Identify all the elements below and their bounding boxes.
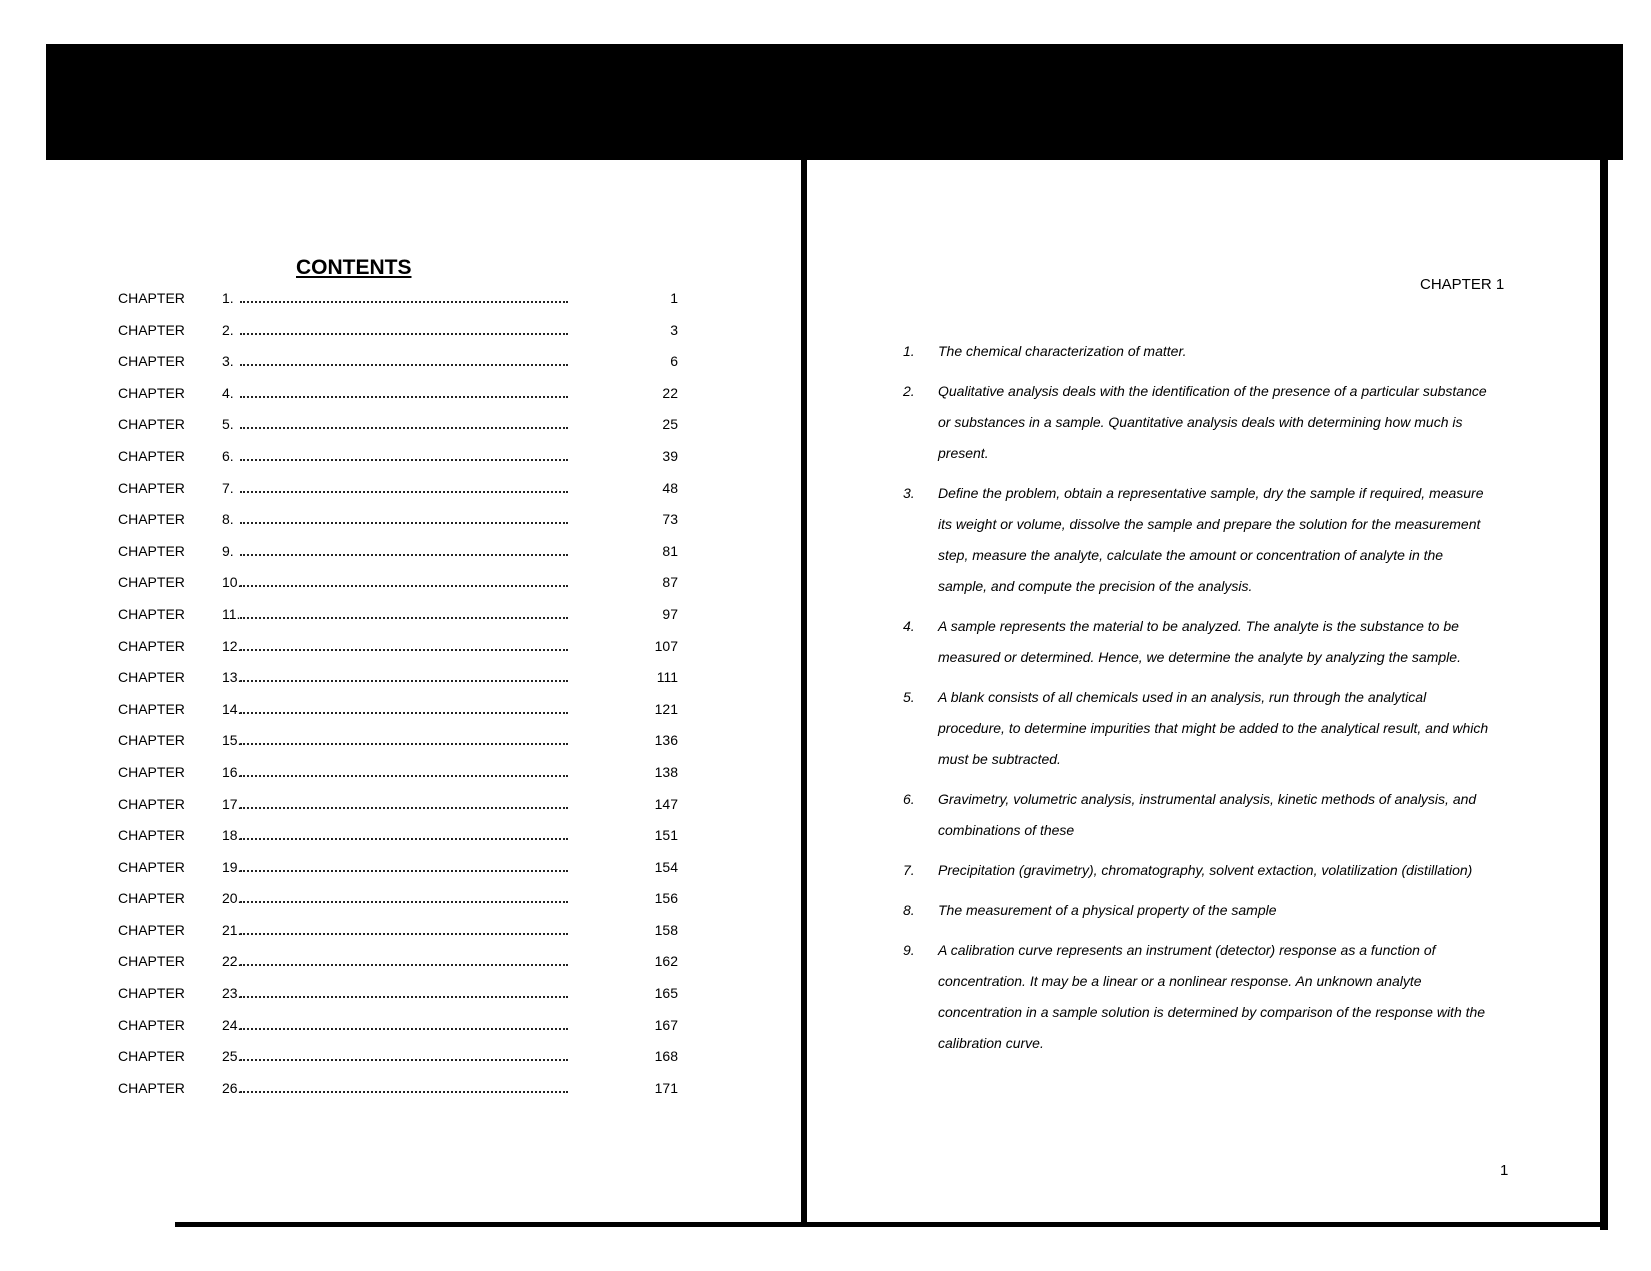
answer-item [903,935,1493,1059]
toc-chapter-label: CHAPTER [118,985,185,1002]
toc-page-number: 168 [654,1048,678,1065]
toc-page-number: 25 [662,416,678,433]
toc-page-number: 39 [662,447,678,464]
answer-list [903,336,1493,1068]
toc-leader-dots [240,958,568,966]
toc-chapter-number: 23. [222,985,242,1002]
toc-page-number: 151 [654,827,678,844]
toc-leader-dots [240,674,568,682]
toc-chapter-label: CHAPTER [118,542,185,559]
toc-page-number: 121 [654,700,678,717]
toc-leader-dots [240,990,568,998]
toc-page-number: 136 [654,732,678,749]
toc-chapter-label: CHAPTER [118,605,185,622]
answer-text: The chemical characterization of matter. [938,343,1187,359]
toc-chapter-number: 15. [222,732,242,749]
toc-leader-dots [240,801,568,809]
answer-item [903,611,1493,673]
toc-chapter-label: CHAPTER [118,1016,185,1033]
toc-page-number: 3 [670,321,678,338]
toc-chapter-number: 10. [222,574,242,591]
toc-leader-dots [240,611,568,619]
toc-page-number: 73 [662,511,678,528]
toc-chapter-number: 11. [222,605,241,622]
toc-page-number: 138 [654,763,678,780]
toc-leader-dots [240,421,568,429]
answer-item [903,376,1493,469]
toc-leader-dots [240,737,568,745]
toc-leader-dots [240,358,568,366]
toc-page-number: 165 [654,985,678,1002]
toc-page-number: 171 [654,1079,678,1096]
toc-chapter-label: CHAPTER [118,416,185,433]
toc-leader-dots [240,706,568,714]
toc-page-number: 81 [662,542,678,559]
toc-page-number: 111 [656,669,678,686]
toc-leader-dots [240,390,568,398]
toc-chapter-number: 13. [222,669,242,686]
toc-chapter-label: CHAPTER [118,669,185,686]
toc-page-number: 154 [654,858,678,875]
toc-chapter-label: CHAPTER [118,890,185,907]
toc-page-number: 97 [662,605,678,622]
answer-text: Precipitation (gravimetry), chromatography, solvent extaction, volatilization (distillation) [938,862,1473,878]
answer-text: A sample represents the material to be analyzed. The analyte is the substance to be measured or determined. Hence, we determine the analyte by analyzing the sample. [938,618,1461,665]
toc-chapter-label: CHAPTER [118,827,185,844]
toc-page-number: 1 [670,290,678,306]
answer-number: 3. [903,485,915,501]
toc-page-number: 156 [654,890,678,907]
toc-leader-dots [240,295,568,303]
answer-item [903,784,1493,846]
toc-chapter-number: 20. [222,890,242,907]
toc-leader-dots [240,643,568,651]
toc-leader-dots [240,516,568,524]
toc-leader-dots [240,1085,568,1093]
toc-chapter-label: CHAPTER [118,858,185,875]
toc-chapter-label: CHAPTER [118,1048,185,1065]
toc-chapter-number: 17. [222,795,242,812]
contents-title: CONTENTS [296,256,412,279]
answer-number: 7. [903,862,915,878]
toc-page-number: 158 [654,921,678,938]
toc-chapter-number: 24. [222,1016,242,1033]
toc-chapter-label: CHAPTER [118,321,185,338]
toc-chapter-number: 9. [222,542,234,559]
toc-chapter-label: CHAPTER [118,511,185,528]
toc-chapter-number: 5. [222,416,234,433]
toc-chapter-label: CHAPTER [118,921,185,938]
toc-chapter-number: 25. [222,1048,242,1065]
contents-page [0,0,800,1271]
chapter-heading: CHAPTER 1 [1420,276,1505,293]
answer-text: The measurement of a physical property of the sample [938,902,1277,918]
toc-leader-dots [240,453,568,461]
toc-leader-dots [240,927,568,935]
book-spine [801,160,807,1222]
answer-number: 1. [903,343,915,359]
toc-leader-dots [240,1022,568,1030]
answer-text: A calibration curve represents an instrument (detector) response as a function of concentration. It may be a linear or a nonlinear response. An unknown analyte concentration in a sample solution is determined by comparison of the response with the calibration curve. [938,942,1486,1051]
answer-number: 9. [903,942,915,958]
toc-chapter-label: CHAPTER [118,953,185,970]
toc-leader-dots [240,485,568,493]
toc-page-number: 147 [654,795,678,812]
toc-chapter-number: 12. [222,637,242,654]
toc-chapter-label: CHAPTER [118,290,185,306]
toc-chapter-number: 14. [222,700,242,717]
page-number: 1 [1500,1162,1509,1179]
toc-chapter-label: CHAPTER [118,700,185,717]
answer-number: 4. [903,618,915,634]
toc-page-number: 162 [654,953,678,970]
toc-chapter-number: 3. [222,353,234,370]
chapter-page [808,0,1600,1271]
toc-leader-dots [240,864,568,872]
toc-chapter-number: 16. [222,763,242,780]
toc-chapter-number: 7. [222,479,234,496]
answer-text: Qualitative analysis deals with the identification of the presence of a particular substance or substances in a sample. Quantitative analysis deals with determining how much is present. [938,383,1487,461]
toc-leader-dots [240,895,568,903]
toc-chapter-number: 21. [222,921,242,938]
toc-chapter-label: CHAPTER [118,732,185,749]
toc-leader-dots [240,1053,568,1061]
toc-chapter-label: CHAPTER [118,479,185,496]
toc-page-number: 22 [662,384,678,401]
toc-chapter-label: CHAPTER [118,447,185,464]
toc-chapter-label: CHAPTER [118,763,185,780]
toc-chapter-number: 19. [222,858,242,875]
toc-chapter-number: 22. [222,953,242,970]
toc-leader-dots [240,327,568,335]
toc-chapter-number: 6. [222,447,234,464]
toc-chapter-number: 18. [222,827,242,844]
toc-page-number: 6 [670,353,678,370]
answer-text: A blank consists of all chemicals used in an analysis, run through the analytical procedure, to determine impurities that might be added to the analytical result, and which must be subtracted. [938,689,1489,767]
answer-number: 8. [903,902,915,918]
toc-chapter-label: CHAPTER [118,1079,185,1096]
answer-item [903,336,1493,367]
toc-leader-dots [240,579,568,587]
toc-chapter-label: CHAPTER [118,795,185,812]
answer-item [903,682,1493,775]
toc-chapter-label: CHAPTER [118,353,185,370]
toc-leader-dots [240,832,568,840]
answer-number: 5. [903,689,915,705]
answer-text: Define the problem, obtain a representative sample, dry the sample if required, measure its weight or volume, dissolve the sample and prepare the solution for the measurement step, measure the analyte, calculate the amount or concentration of analyte in the sample, and compute the precision of the analysis. [938,485,1484,594]
answer-item [903,478,1493,602]
toc-chapter-number: 8. [222,511,234,528]
toc-chapter-label: CHAPTER [118,574,185,591]
answer-item [903,855,1493,886]
toc-page-number: 167 [654,1016,678,1033]
toc-chapter-number: 4. [222,384,234,401]
answer-number: 2. [903,383,915,399]
toc-chapter-label: CHAPTER [118,637,185,654]
toc-chapter-number: 2. [222,321,234,338]
toc-leader-dots [240,769,568,777]
toc-leader-dots [240,548,568,556]
answer-number: 6. [903,791,915,807]
toc-page-number: 107 [654,637,678,654]
answer-item [903,895,1493,926]
toc-chapter-label: CHAPTER [118,384,185,401]
scan-right-border [1600,160,1608,1230]
answer-text: Gravimetry, volumetric analysis, instrumental analysis, kinetic methods of analysis, and combinations of these [938,791,1477,838]
toc-chapter-number: 26. [222,1079,242,1096]
toc-page-number: 87 [662,574,678,591]
toc-page-number: 48 [662,479,678,496]
toc-chapter-number: 1. [222,290,234,306]
